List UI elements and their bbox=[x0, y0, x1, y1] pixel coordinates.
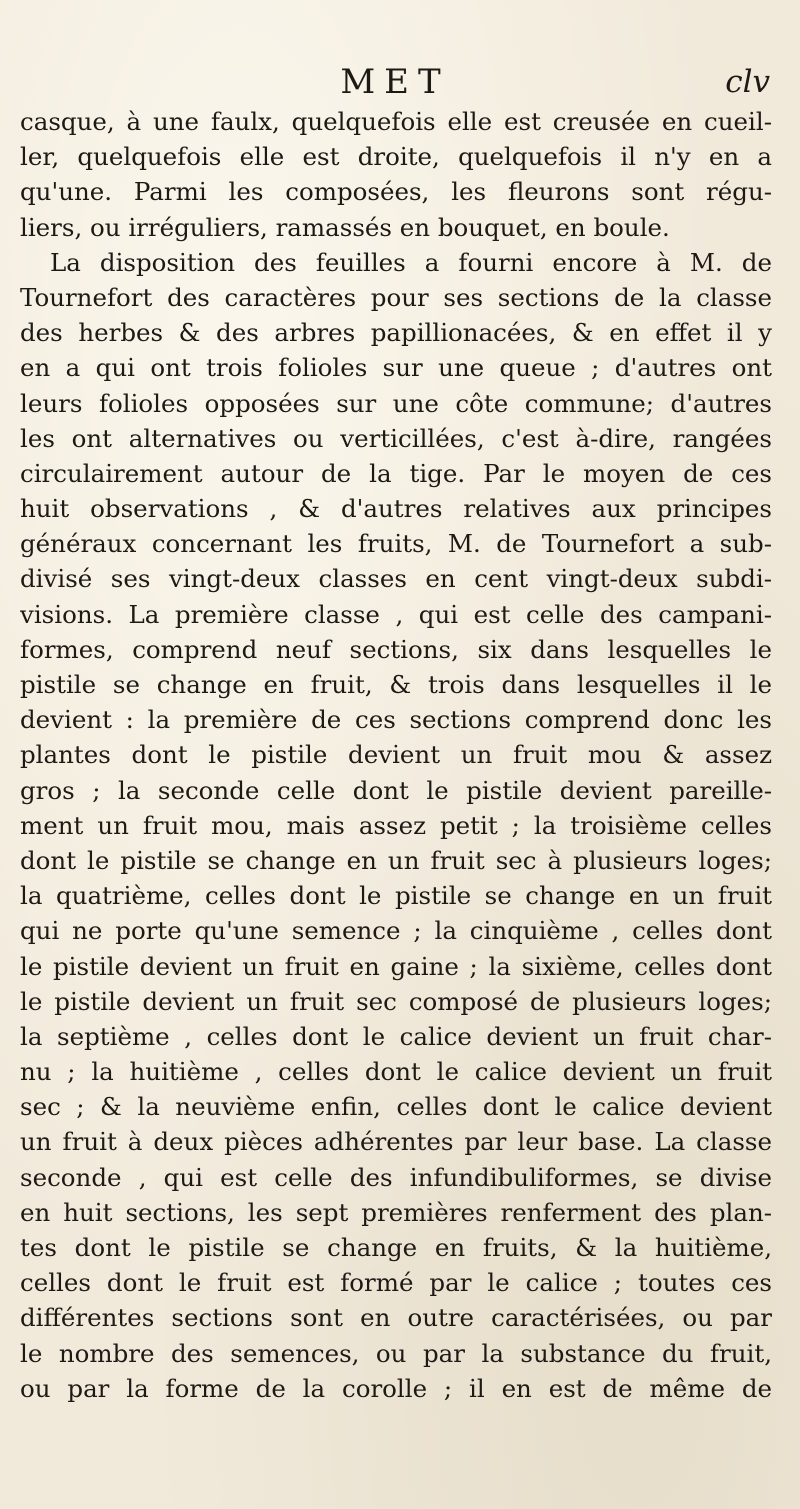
text-line: tes dont le pistile se change en fruits, & la huitième, bbox=[20, 1233, 772, 1262]
text-line: différentes sections sont en outre caractérisées, ou par bbox=[20, 1303, 772, 1333]
page-number: clv bbox=[725, 64, 770, 100]
text-line: huit observations , & d'autres relatives aux principes bbox=[20, 494, 772, 524]
text-line: liers, ou irréguliers, ramassés en bouquet, en boule. bbox=[20, 212, 670, 242]
text-line: en a qui ont trois folioles sur une queue ; d'autres ont bbox=[20, 353, 772, 383]
text-line: pistile se change en fruit, & trois dans lesquelles il le bbox=[20, 670, 772, 699]
text-line: ler, quelquefois elle est droite, quelquefois il n'y en a bbox=[20, 142, 772, 172]
text-line: visions. La première classe , qui est celle des campani- bbox=[20, 599, 772, 629]
text-line: casque, à une faulx, quelquefois elle est creusée en cueil- bbox=[20, 107, 772, 136]
text-line: le nombre des semences, ou par la substance du fruit, bbox=[20, 1338, 772, 1368]
text-line: seconde , qui est celle des infundibuliformes, se divise bbox=[20, 1162, 772, 1192]
text-line: généraux concernant les fruits, M. de Tournefort a sub- bbox=[20, 529, 772, 559]
text-line: le pistile devient un fruit sec composé de plusieurs loges; bbox=[20, 986, 772, 1016]
text-line: les ont alternatives ou verticillées, c'est à-dire, rangées bbox=[20, 423, 772, 453]
text-line: nu ; la huitième , celles dont le calice devient un fruit bbox=[20, 1057, 772, 1087]
paragraph bbox=[20, 104, 772, 245]
running-head: MET bbox=[340, 62, 450, 102]
text-line: gros ; la seconde celle dont le pistile devient pareille- bbox=[20, 775, 772, 805]
text-line: La disposition des feuilles a fourni encore à M. de bbox=[50, 247, 772, 277]
text-line: formes, comprend neuf sections, six dans lesquelles le bbox=[20, 634, 772, 664]
page-header bbox=[20, 58, 770, 106]
text-line: leurs folioles opposées sur une côte commune; d'autres bbox=[20, 388, 772, 418]
text-line: la septième , celles dont le calice devient un fruit char- bbox=[20, 1021, 772, 1051]
text-line: circulairement autour de la tige. Par le moyen de ces bbox=[20, 458, 772, 488]
text-line: le pistile devient un fruit en gaine ; la sixième, celles dont bbox=[20, 951, 772, 981]
text-line: un fruit à deux pièces adhérentes par leur base. La classe bbox=[20, 1127, 772, 1157]
text-line: dont le pistile se change en un fruit sec à plusieurs loges; bbox=[20, 845, 772, 875]
body-text bbox=[20, 104, 772, 1406]
text-line: qui ne porte qu'une semence ; la cinquième , celles dont bbox=[20, 916, 772, 946]
text-line: celles dont le fruit est formé par le calice ; toutes ces bbox=[20, 1268, 772, 1298]
text-line: sec ; & la neuvième enfin, celles dont le calice devient bbox=[20, 1092, 772, 1122]
text-line: des herbes & des arbres papillionacées, & en effet il y bbox=[20, 318, 772, 348]
text-line: qu'une. Parmi les composées, les fleurons sont régu- bbox=[20, 177, 772, 207]
paragraph bbox=[20, 245, 772, 1406]
text-line: ou par la forme de la corolle ; il en est de même de bbox=[20, 1373, 772, 1403]
text-line: ment un fruit mou, mais assez petit ; la troisième celles bbox=[20, 810, 772, 840]
text-line: Tournefort des caractères pour ses sections de la classe bbox=[20, 282, 772, 312]
text-line: devient : la première de ces sections comprend donc les bbox=[20, 705, 772, 735]
text-line: plantes dont le pistile devient un fruit mou & assez bbox=[20, 740, 772, 770]
text-line: la quatrième, celles dont le pistile se change en un fruit bbox=[20, 881, 772, 911]
text-line: divisé ses vingt-deux classes en cent vingt-deux subdi- bbox=[20, 564, 772, 594]
text-line: en huit sections, les sept premières renferment des plan- bbox=[20, 1197, 772, 1227]
